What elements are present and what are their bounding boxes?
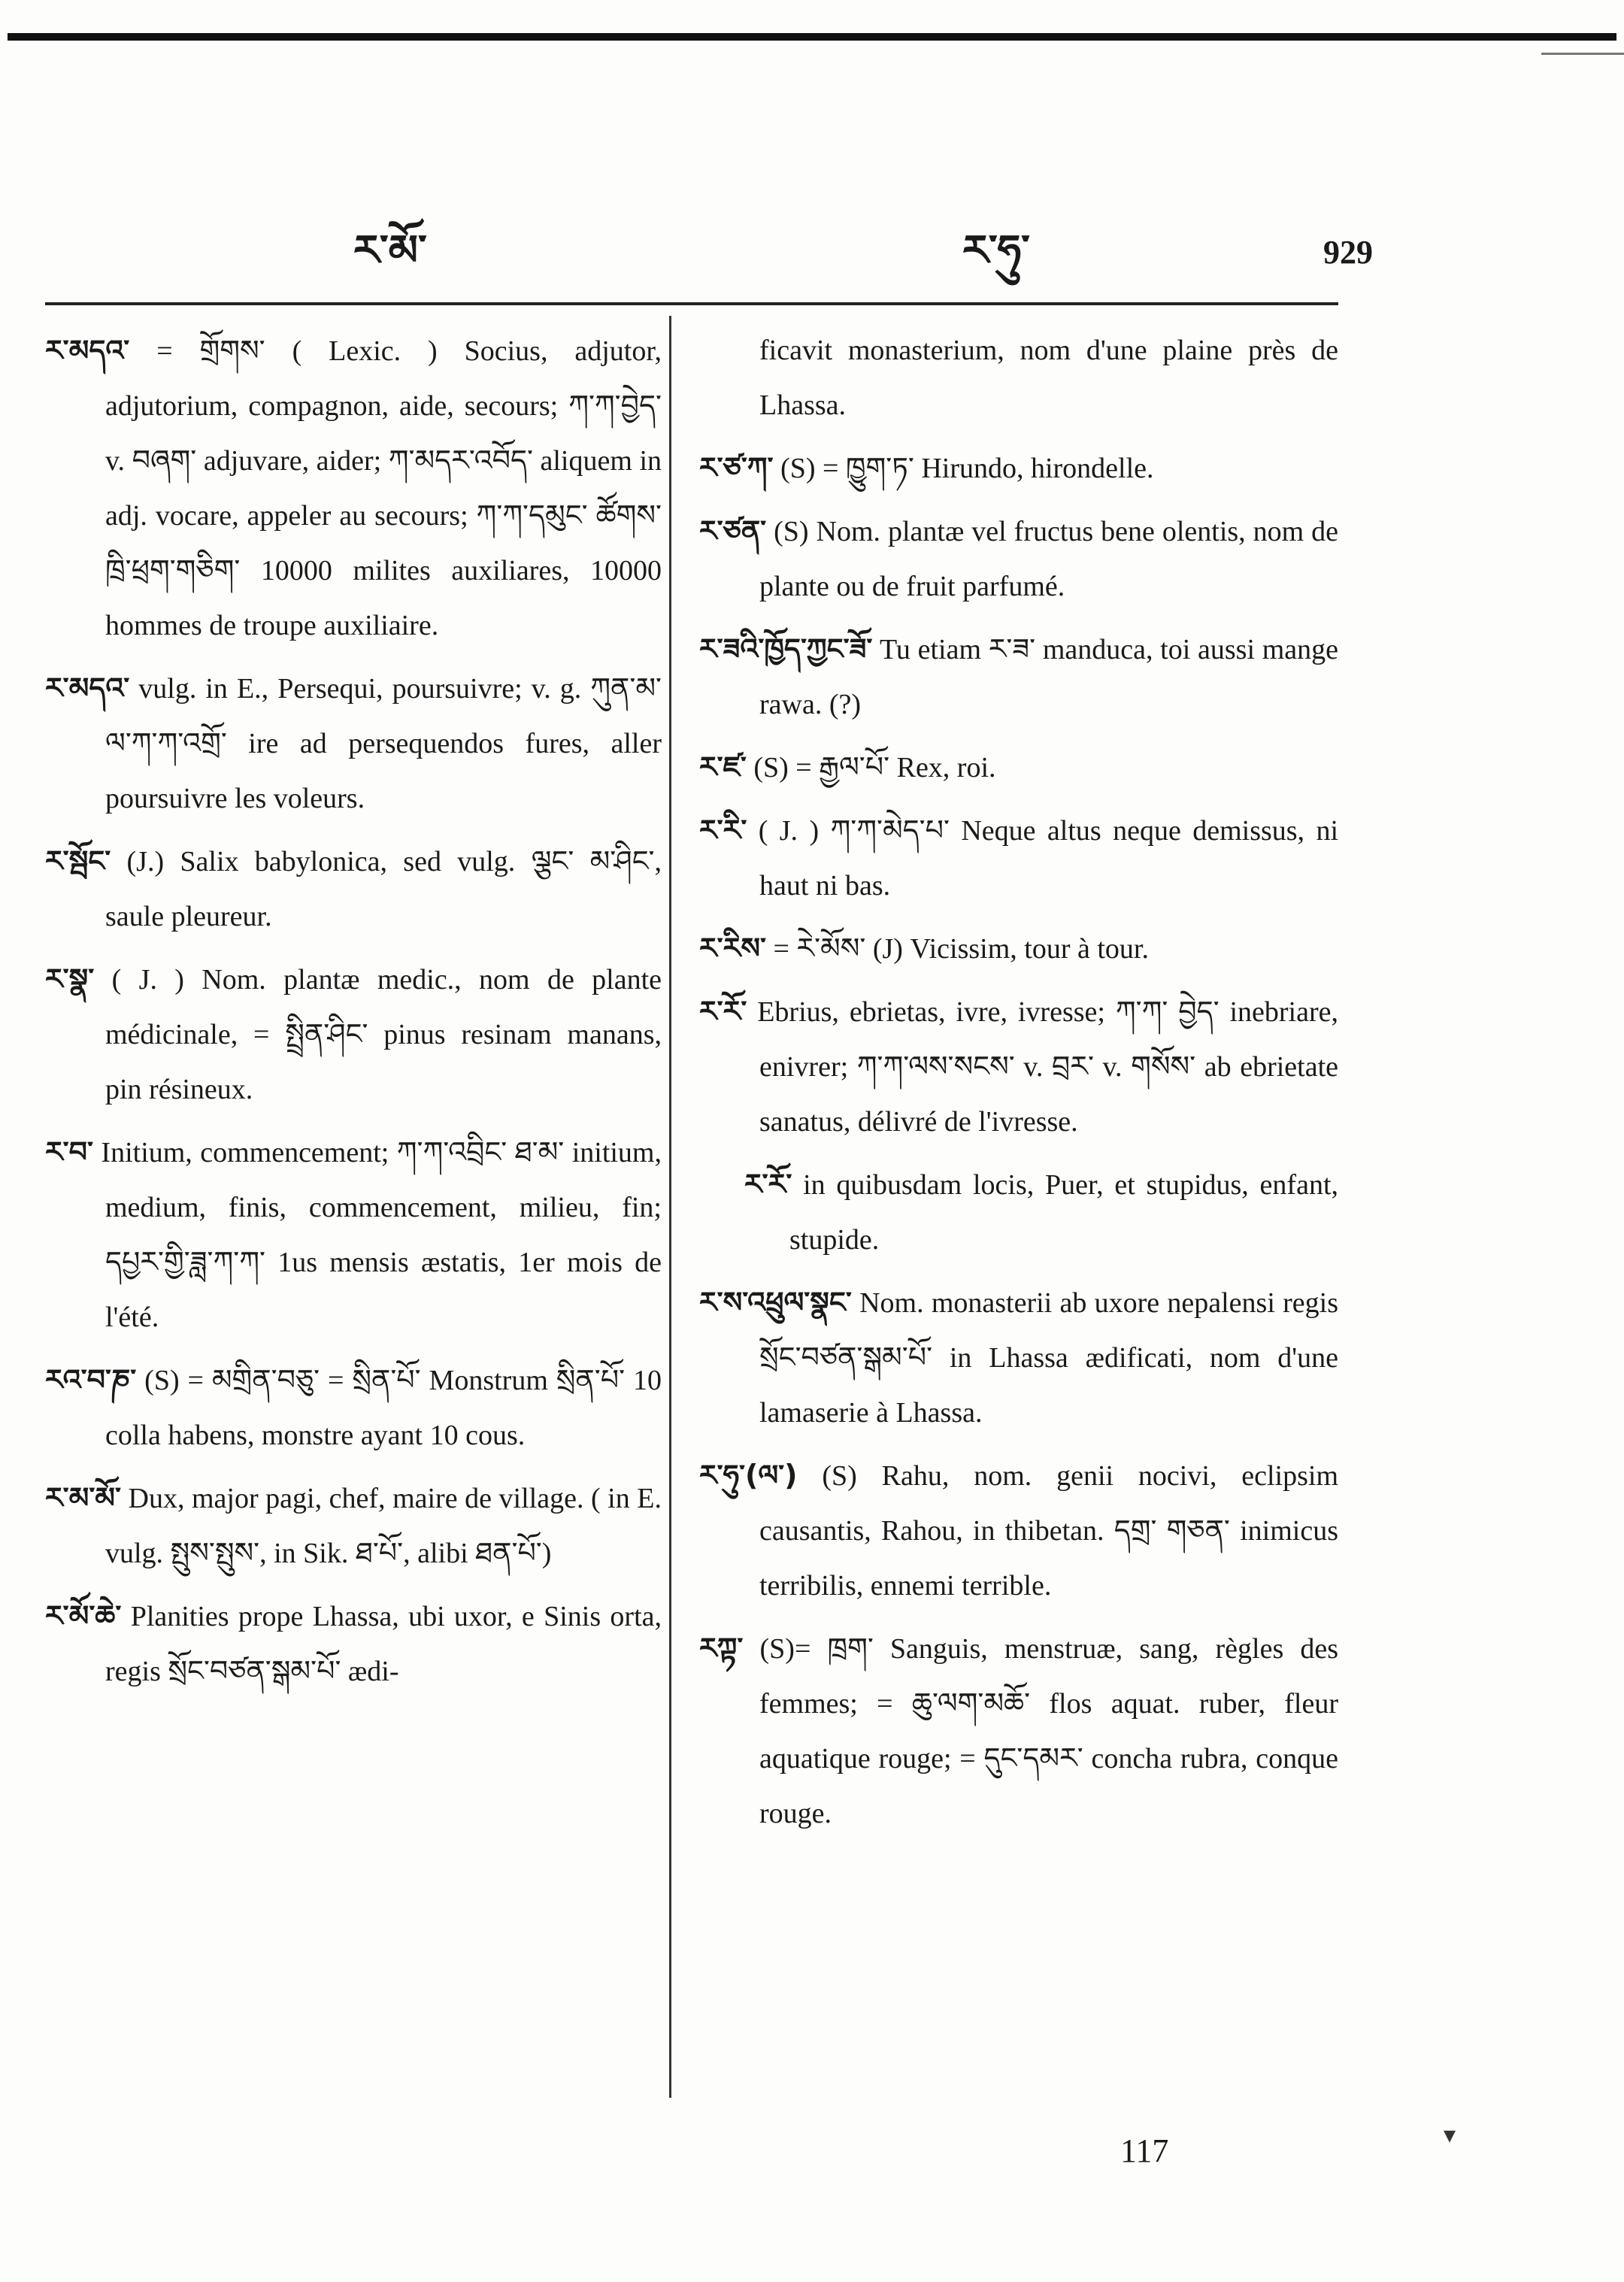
dictionary-entry xyxy=(699,1621,1338,1841)
dictionary-entry xyxy=(45,661,662,826)
dictionary-entry xyxy=(45,1125,662,1345)
entry-text: ( J. ) Nom. plantæ medic., nom de plante médicinale, = སྤྲིན་ཤིང་ pinus resinam manans, pin résineux. xyxy=(105,964,662,1105)
entry-text: (S) Rahu, nom. genii nocivi, eclipsim causantis, Rahou, in thibetan. དགྲ་ གཅན་ inimicus terribilis, ennemi terrible. xyxy=(759,1460,1338,1602)
dictionary-entry xyxy=(699,1157,1338,1268)
entry-headword: ར་ཙན་ xyxy=(699,514,767,547)
entry-text: Initium, commencement; ཀ་ཀ་འབྲིང་ ཐ་མ་ initium, medium, finis, commencement, milieu, fin; དཔྱར་གྱི་ཟླ་ཀ་ཀ་ 1us mensis æstatis, 1er mois de l'été. xyxy=(101,1137,662,1333)
page-number: 929 xyxy=(1323,234,1373,271)
dictionary-entry xyxy=(699,1448,1338,1614)
entry-headword: ར་སྣ་ xyxy=(45,962,95,996)
dictionary-entry xyxy=(45,1471,662,1581)
entry-headword: ར་ཙ་ཀ་ xyxy=(699,451,774,484)
dictionary-entry xyxy=(45,1589,662,1699)
entry-headword: ར་རོ་ xyxy=(744,1168,792,1201)
dictionary-entry xyxy=(45,834,662,944)
folio-number: 117 xyxy=(1120,2132,1169,2169)
entry-text: Tu etiam ར་ཟ་ manduca, toi aussi mange rawa. (?) xyxy=(759,634,1338,720)
entry-headword: ར་མདའ་ xyxy=(45,334,130,367)
entry-text: ( J. ) ཀ་ཀ་མེད་པ་ Neque altus neque demissus, ni haut ni bas. xyxy=(758,815,1339,902)
entry-text: (S) = མགྲིན་བཅུ་ = སྲིན་པོ་ Monstrum སྲིན་པོ་ 10 colla habens, monstre ayant 10 cous. xyxy=(105,1365,662,1451)
entry-text: = གྲོགས་ ( Lexic. ) Socius, adjutor, adjutorium, compagnon, aide, secours; ཀ་ཀ་བྱེད་ v. བཞག་ adjuvare, aider; ཀ་མདར་འབོད་ aliquem in adj. vocare, appeler au secours; ཀ་ཀ་དམུང་ ཚོགས་ཁྲི་ཕྲག་གཅིག་ 10000 milites auxiliares, 10000 hommes de troupe auxiliaire. xyxy=(105,335,662,641)
entry-headword: ར་བ་ xyxy=(45,1135,93,1168)
running-head-center: ར་ཧུ་ xyxy=(962,226,1030,275)
entry-headword: ར་རི་ xyxy=(699,814,747,847)
entry-text: (S) Nom. plantæ vel fructus bene olentis, nom de plante ou de fruit parfumé. xyxy=(759,516,1339,602)
dictionary-entry xyxy=(699,1275,1338,1441)
entry-text: Ebrius, ebrietas, ivre, ivresse; ཀ་ཀ་ བྱེད་ inebriare, enivrer; ཀ་ཀ་ལས་སངས་ v. བྲར་ v. གསོས་ ab ebrietate sanatus, délivré de l'ivresse. xyxy=(757,996,1338,1138)
side-mark: ▾ xyxy=(1444,2121,1456,2148)
entry-text: ficavit monasterium, nom d'une plaine près de Lhassa. xyxy=(759,335,1338,421)
entry-text: (S) = ཁྱུག་ཏ་ Hirundo, hirondelle. xyxy=(780,453,1154,484)
column-divider xyxy=(669,316,671,2098)
dictionary-entry xyxy=(45,323,662,653)
entry-headword: ར་རིས་ xyxy=(699,932,766,965)
margin-mark xyxy=(1541,53,1624,55)
entry-headword: ར་མདའ་ xyxy=(45,671,130,705)
header-rule xyxy=(45,302,1338,305)
entry-headword: རཀྟ་ xyxy=(699,1632,744,1665)
entry-text: in quibusdam locis, Puer, et stupidus, enfant, stupide. xyxy=(789,1169,1339,1256)
entry-text: Nom. monasterii ab uxore nepalensi regis སྲོང་བཙན་སྒམ་པོ་ in Lhassa ædificati, nom d'une lamaserie à Lhassa. xyxy=(759,1287,1339,1429)
dictionary-entry xyxy=(699,441,1338,496)
entry-text: (S)= ཁྲག་ Sanguis, menstruæ, sang, règles des femmes; = ཆུ་ལག་མཆོ་ flos aquat. ruber, fleur aquatique rouge; = དུང་དམར་ concha rubra, conque rouge. xyxy=(759,1633,1338,1829)
right-column xyxy=(699,323,1338,1849)
entry-text: vulg. in E., Persequi, poursuivre; v. g. ཀུན་མ་ལ་ཀ་ཀ་འགྲོ་ ire ad persequendos fures, aller poursuivre les voleurs. xyxy=(105,673,662,814)
entry-text: Planities prope Lhassa, ubi uxor, e Sinis orta, regis སྲོང་བཙན་སྒམ་པོ་ ædi- xyxy=(105,1601,662,1687)
entry-headword: ར་མོ་ཆེ་ xyxy=(45,1599,122,1632)
running-head-left: ར་མོ་ xyxy=(353,226,427,275)
entry-headword: ར་ཧུ་(ལ་) xyxy=(699,1459,798,1492)
top-border-rule xyxy=(8,33,1616,41)
entry-headword: ར་ཛ་ xyxy=(699,750,747,783)
left-column xyxy=(45,323,662,1707)
entry-text: Dux, major pagi, chef, maire de village. ( in E. vulg. སྤུས་སྤུས་, in Sik. ཐ་པོ་, alibi ཐན་པོ་) xyxy=(105,1483,662,1569)
dictionary-entry xyxy=(699,622,1338,732)
dictionary-entry xyxy=(699,921,1338,977)
dictionary-entry xyxy=(699,504,1338,614)
entry-headword: རའ་བ་ཎ་ xyxy=(45,1363,137,1396)
entry-headword: ར་སྦོང་ xyxy=(45,844,111,877)
dictionary-entry xyxy=(699,803,1338,914)
dictionary-entry xyxy=(45,1353,662,1463)
dictionary-entry xyxy=(45,952,662,1117)
dictionary-entry xyxy=(699,740,1338,796)
dictionary-entry xyxy=(699,323,1338,433)
entry-text: (S) = རྒྱལ་པོ་ Rex, roi. xyxy=(753,752,996,783)
entry-headword: ར་ཟའི་ཁྱོད་ཀྱང་ཟོ་ xyxy=(699,632,873,665)
entry-text: (J.) Salix babylonica, sed vulg. ལྕང་ མ་ཤིང་, saule pleureur. xyxy=(105,846,662,932)
dictionary-entry xyxy=(699,984,1338,1150)
entry-headword: ར་རོ་ xyxy=(699,995,747,1028)
entry-headword: ར་མ་མོ་ xyxy=(45,1481,121,1514)
entry-text: = རེ་མོས་ (J) Vicissim, tour à tour. xyxy=(773,933,1149,965)
entry-headword: ར་ས་འཕྲུལ་སྣང་ xyxy=(699,1286,852,1319)
